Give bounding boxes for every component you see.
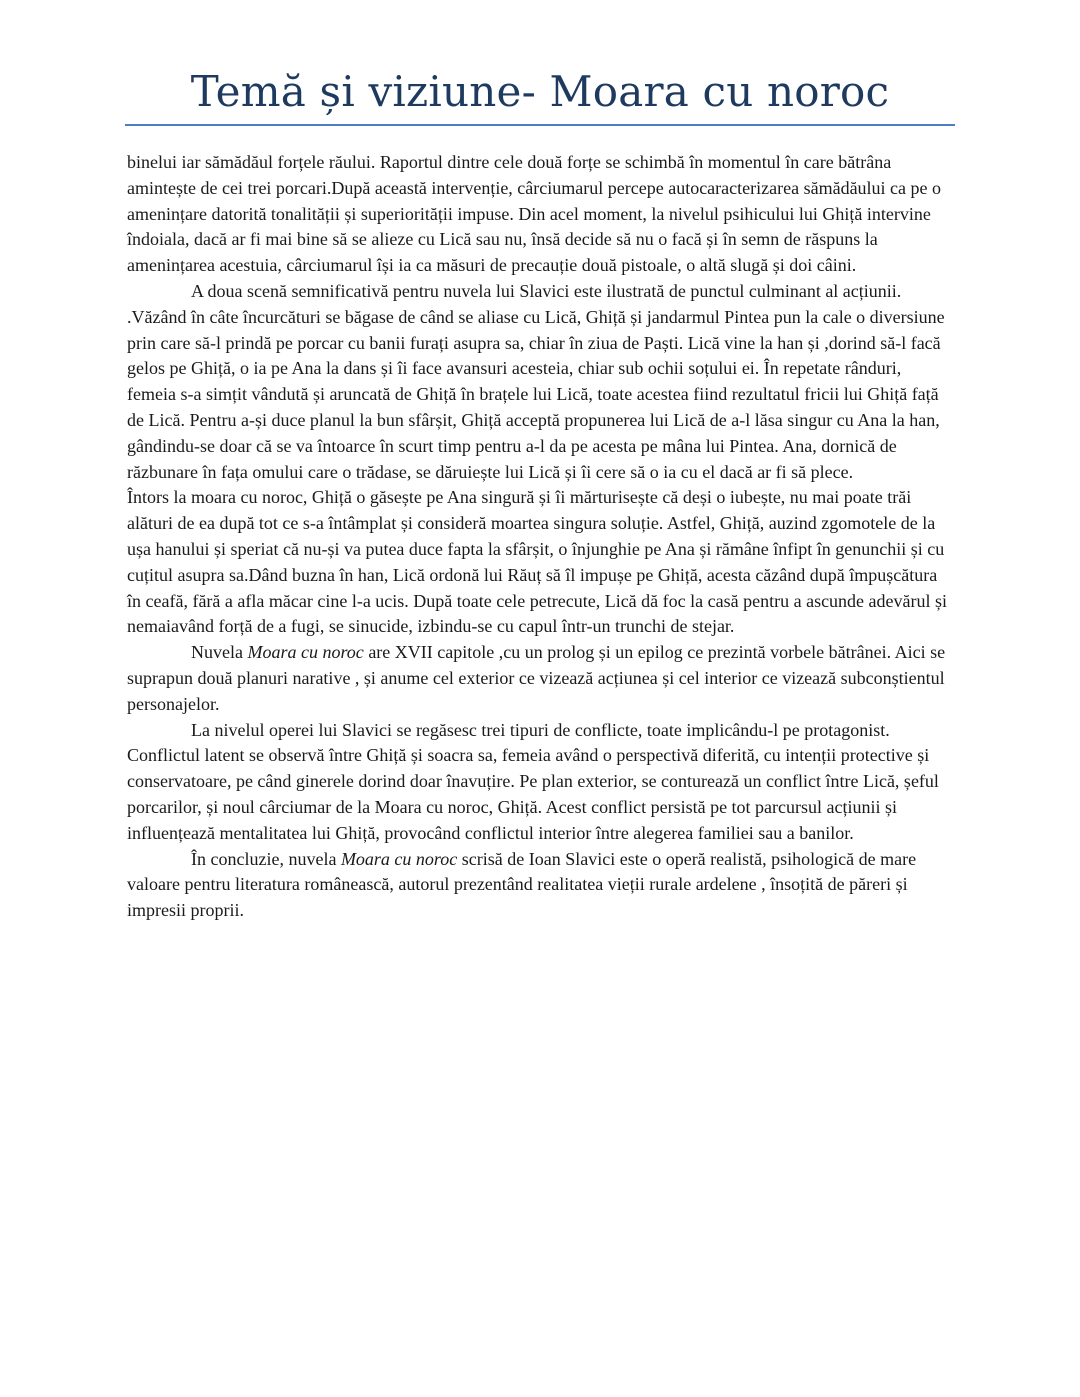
paragraph-text: A doua scenă semnificativă pentru nuvela lui Slavici este ilustrată de punctul culminant al acțiunii. .Văzând în câte încurcături se băgase de când se aliase cu Lică, Ghiță și jandarmul Pintea pun la cale o diversiune prin care să-l prindă pe porcar cu banii furați asupra sa, chiar în ziua de Paști. Lică vine la han și ,dorind să-l facă gelos pe Ghiță, o ia pe Ana la dans și îi face avansuri acesteia, chiar sub ochii soțului ei. În repetate rânduri, femeia s-a simțit vândută și aruncată de Ghiță în brațele lui Lică, toate acestea fiind rezultatul fricii lui Ghiță față de Lică. Pentru a-și duce planul la bun sfârșit, Ghiță acceptă propunerea lui Lică de a-l lăsa singur cu Ana la han, gândindu-se doar că se va întoarce în scurt timp pentru a-l da pe acesta pe mâna lui Pintea. Ana, dornică de răzbunare în fața omului care o trădase, se dăruiește lui Lică și îi cere să o ia cu el dacă ar fi să plece. xyxy=(127,280,945,482)
paragraph-text: Întors la moara cu noroc, Ghiță o găsește pe Ana singură și îi mărturisește că deși o iubește, nu mai poate trăi alături de ea după tot ce s-a întâmplat și consideră moartea singura soluție. Astfel, Ghiță, auzind zgomotele de la ușa hanului și speriat că nu-și va putea duce fapta la sfârșit, o înjunghie pe Ana și rămâne înfipt în genunchii și cu cuțitul asupra sa.Dând buzna în han, Lică ordonă lui Răuț să îl impușe pe Ghiță, acesta căzând după împușcătura în ceafă, fără a afla măcar cine l-a ucis. După toate cele petrecute, Lică dă foc la casă pentru a ascunde adevărul și nemaiavând forță de a fugi, se sinucide, izbindu-se cu capul într-un trunchi de stejar. xyxy=(127,487,948,637)
page-title: Temă și viziune- Moara cu noroc xyxy=(190,67,890,116)
document-body xyxy=(127,150,953,924)
novel-title-italic: Moara cu noroc xyxy=(340,848,458,869)
paragraph-conflicts xyxy=(127,718,953,847)
title-underline-divider xyxy=(125,124,955,126)
paragraph-text: Nuvela xyxy=(191,642,248,663)
paragraph-second-scene xyxy=(127,279,953,485)
paragraph-conclusion xyxy=(127,847,953,924)
paragraph-text: scrisă de Ioan Slavici este o operă realistă, psihologică de mare valoare pentru literatura românească, autorul prezentând realitatea vieții rurale ardelene , însoțită de păreri și impresii proprii. xyxy=(127,848,917,921)
paragraph-text: La nivelul operei lui Slavici se regăsesc trei tipuri de conflicte, toate implicându-l pe protagonist. Conflictul latent se observă între Ghiță și soacra sa, femeia având o perspectivă diferită, cu intenții protective și conservatoare, pe când ginerele dorind doar înavuțire. Pe plan exterior, se conturează un conflict între Lică, șeful porcarilor, și noul cârciumar de la Moara cu noroc, Ghiță. Acest conflict persistă pe tot parcursul acțiunii și influențează mentalitatea lui Ghiță, provocând conflictul interior între alegerea familiei sau a banilor. xyxy=(127,719,939,843)
paragraph-structure xyxy=(127,640,953,717)
novel-title-italic: Moara cu noroc xyxy=(247,642,364,663)
paragraph-text: are XVII capitole ,cu un prolog și un epilog ce prezintă vorbele bătrânei. Aici se suprapun două planuri narative , și anume cel exterior ce vizează acțiunea și cel interior ce vizează subconștientul personajelor. xyxy=(127,642,946,714)
paragraph-opening-continuation xyxy=(127,150,953,279)
paragraph-text: binelui iar sămădăul forțele răului. Raportul dintre cele două forțe se schimbă în momentul în care bătrâna amintește de cei trei porcari.După această intervenție, cârciumarul percepe autocaracterizarea sămădăului ca pe o amenințare datorită tonalității și superiorității impuse. Din acel moment, la nivelul psihicului lui Ghiță intervine îndoiala, dacă ar fi mai bine să se alieze cu Lică sau nu, însă decide să nu o facă și în semn de răspuns la amenințarea acestuia, cârciumarul își ia ca măsuri de precauție două pistoale, o altă slugă și doi câini. xyxy=(127,152,942,276)
paragraph-text: În concluzie, nuvela xyxy=(191,848,341,869)
paragraph-ending xyxy=(127,485,953,640)
